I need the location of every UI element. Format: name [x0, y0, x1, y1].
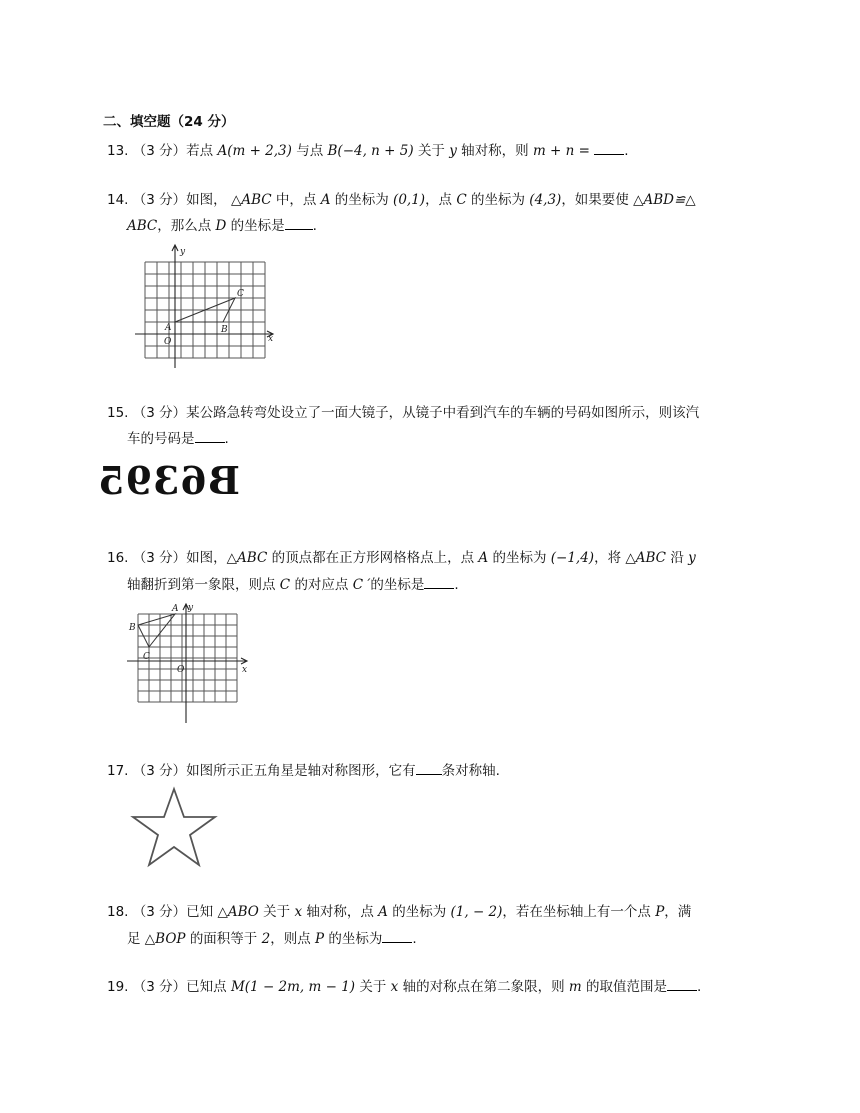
- math-expr: △ABC: [230, 192, 272, 208]
- question-number: 19.: [107, 979, 129, 995]
- math-expr: A: [320, 192, 331, 208]
- text: ，则点: [270, 931, 311, 947]
- text: ，那么点: [157, 218, 212, 234]
- text: 轴对称，则: [461, 143, 529, 159]
- answer-blank[interactable]: [594, 140, 624, 155]
- math-expr: ABC: [127, 218, 158, 234]
- math-expr: C: [456, 192, 467, 208]
- text: 已知: [186, 904, 214, 920]
- text: 与点: [296, 143, 324, 159]
- math-expr: m + n =: [532, 143, 590, 159]
- mirrored-plate-number: B6395: [97, 458, 240, 503]
- math-expr: △ABD≌△: [633, 192, 696, 208]
- text: 的面积等于: [189, 931, 258, 947]
- text: 的顶点都在正方形网格格点上，点: [271, 550, 475, 566]
- question-points: （3 分）: [132, 405, 187, 421]
- answer-blank[interactable]: [285, 215, 313, 230]
- math-expr: M(1 − 2m, m − 1): [230, 979, 356, 995]
- question-points: （3 分）: [132, 904, 187, 920]
- axes: [127, 604, 247, 723]
- text: 关于: [359, 979, 387, 995]
- text: ，将: [594, 550, 622, 566]
- x-axis-label: x: [268, 334, 274, 344]
- question-points: （3 分）: [132, 143, 187, 159]
- section-title: 二、填空题（24 分）: [103, 114, 235, 130]
- point-a-label: A: [172, 604, 179, 614]
- math-expr: A: [478, 550, 489, 566]
- math-expr: D: [215, 218, 227, 234]
- text: .: [224, 431, 229, 447]
- y-axis-label: y: [188, 603, 194, 613]
- question-number: 13.: [107, 143, 129, 159]
- math-expr: x: [390, 979, 399, 995]
- text: 的坐标是: [230, 218, 285, 234]
- text: 足: [127, 931, 141, 947]
- coordinate-grid-figure-2: [125, 601, 255, 725]
- question-points: （3 分）: [132, 763, 187, 779]
- five-pointed-star-figure: [128, 786, 220, 870]
- text: 的坐标为: [492, 550, 547, 566]
- math-expr: y: [688, 550, 696, 566]
- math-expr: (−1,4): [550, 550, 595, 566]
- question-14-line2: [127, 215, 317, 237]
- math-expr: (4,3): [529, 192, 562, 208]
- question-16: [107, 547, 696, 569]
- text: 轴对称，点: [306, 904, 374, 920]
- question-18: [107, 901, 691, 923]
- text: 如图，: [186, 192, 227, 208]
- text: .: [412, 931, 417, 947]
- question-number: 14.: [107, 192, 129, 208]
- text: 如图所示正五角星是轴对称图形，它有: [186, 763, 416, 779]
- coordinate-grid-figure: [130, 242, 280, 372]
- text: 关于: [417, 143, 445, 159]
- question-17: [107, 760, 500, 782]
- point-a-label: A: [165, 323, 172, 333]
- text: 的取值范围是: [586, 979, 667, 995]
- text: ，点: [425, 192, 453, 208]
- question-points: （3 分）: [132, 979, 187, 995]
- text: ，若在坐标轴上有一个点: [502, 904, 651, 920]
- text: 的坐标为: [392, 904, 447, 920]
- math-expr: 2: [261, 931, 271, 947]
- text: .: [312, 218, 317, 234]
- answer-blank[interactable]: [667, 976, 697, 991]
- question-14: [107, 189, 696, 211]
- text: 的坐标是: [370, 577, 425, 593]
- math-expr: B(−4, n + 5): [327, 143, 414, 159]
- text: 的坐标为: [471, 192, 525, 208]
- math-expr: △ABC: [625, 550, 667, 566]
- math-expr: A: [378, 904, 388, 920]
- question-18-line2: [127, 928, 417, 950]
- answer-blank[interactable]: [424, 574, 454, 589]
- question-19: [107, 976, 701, 998]
- math-expr: (0,1): [393, 192, 426, 208]
- question-number: 18.: [107, 904, 129, 920]
- question-number: 15.: [107, 405, 129, 421]
- math-expr: △ABO: [217, 904, 259, 920]
- mirrored-plate-figure: [97, 458, 240, 504]
- point-b-label: B: [129, 623, 136, 633]
- math-expr: C ′: [352, 577, 371, 593]
- question-number: 17.: [107, 763, 129, 779]
- text: 某公路急转弯处设立了一面大镜子，从镜子中看到汽车的车辆的号码如图所示，则该汽: [186, 405, 700, 421]
- math-expr: (1, − 2): [450, 904, 503, 920]
- answer-blank[interactable]: [382, 928, 412, 943]
- point-c-label: C: [143, 652, 150, 662]
- text: 的坐标为: [328, 931, 383, 947]
- triangle-abc: [138, 614, 175, 647]
- origin-label: O: [177, 665, 185, 675]
- text: 中，点: [275, 192, 317, 208]
- question-13: [107, 140, 629, 162]
- axes: [135, 245, 273, 368]
- text: 沿: [670, 550, 684, 566]
- math-expr: P: [655, 904, 665, 920]
- y-axis-label: y: [180, 247, 186, 257]
- text: .: [697, 979, 702, 995]
- math-expr: P: [315, 931, 325, 947]
- text: ，如果要使: [561, 192, 629, 208]
- text: 车的号码是: [127, 431, 195, 447]
- text: .: [624, 143, 629, 159]
- text: 轴翻折到第一象限，则点: [127, 577, 276, 593]
- star-icon: [133, 789, 215, 865]
- point-b-label: B: [221, 325, 228, 335]
- text: 如图，: [186, 550, 227, 566]
- math-expr: y: [449, 143, 457, 159]
- text: 若点: [186, 143, 214, 159]
- text: 轴的对称点在第二象限，则: [402, 979, 565, 995]
- question-15-line2: [127, 428, 229, 450]
- question-16-line2: [127, 574, 459, 596]
- math-expr: m: [568, 979, 582, 995]
- text: .: [454, 577, 459, 593]
- question-points: （3 分）: [132, 550, 187, 566]
- grid-lines: [138, 614, 237, 702]
- question-number: 16.: [107, 550, 129, 566]
- math-expr: C: [279, 577, 291, 593]
- text: 条对称轴.: [441, 763, 500, 779]
- math-expr: △BOP: [144, 931, 186, 947]
- math-expr: △ABC: [226, 550, 268, 566]
- answer-blank[interactable]: [195, 428, 225, 443]
- point-c-label: C: [237, 289, 244, 299]
- text: ，满: [664, 904, 692, 920]
- math-expr: A(m + 2,3): [217, 143, 292, 159]
- question-15: [107, 402, 699, 424]
- text: 关于: [263, 904, 291, 920]
- text: 的对应点: [294, 577, 349, 593]
- text: 的坐标为: [334, 192, 389, 208]
- math-expr: x: [294, 904, 303, 920]
- origin-label: O: [164, 337, 172, 347]
- question-points: （3 分）: [132, 192, 187, 208]
- answer-blank[interactable]: [416, 760, 442, 775]
- text: 已知点: [186, 979, 227, 995]
- x-axis-label: x: [242, 665, 248, 675]
